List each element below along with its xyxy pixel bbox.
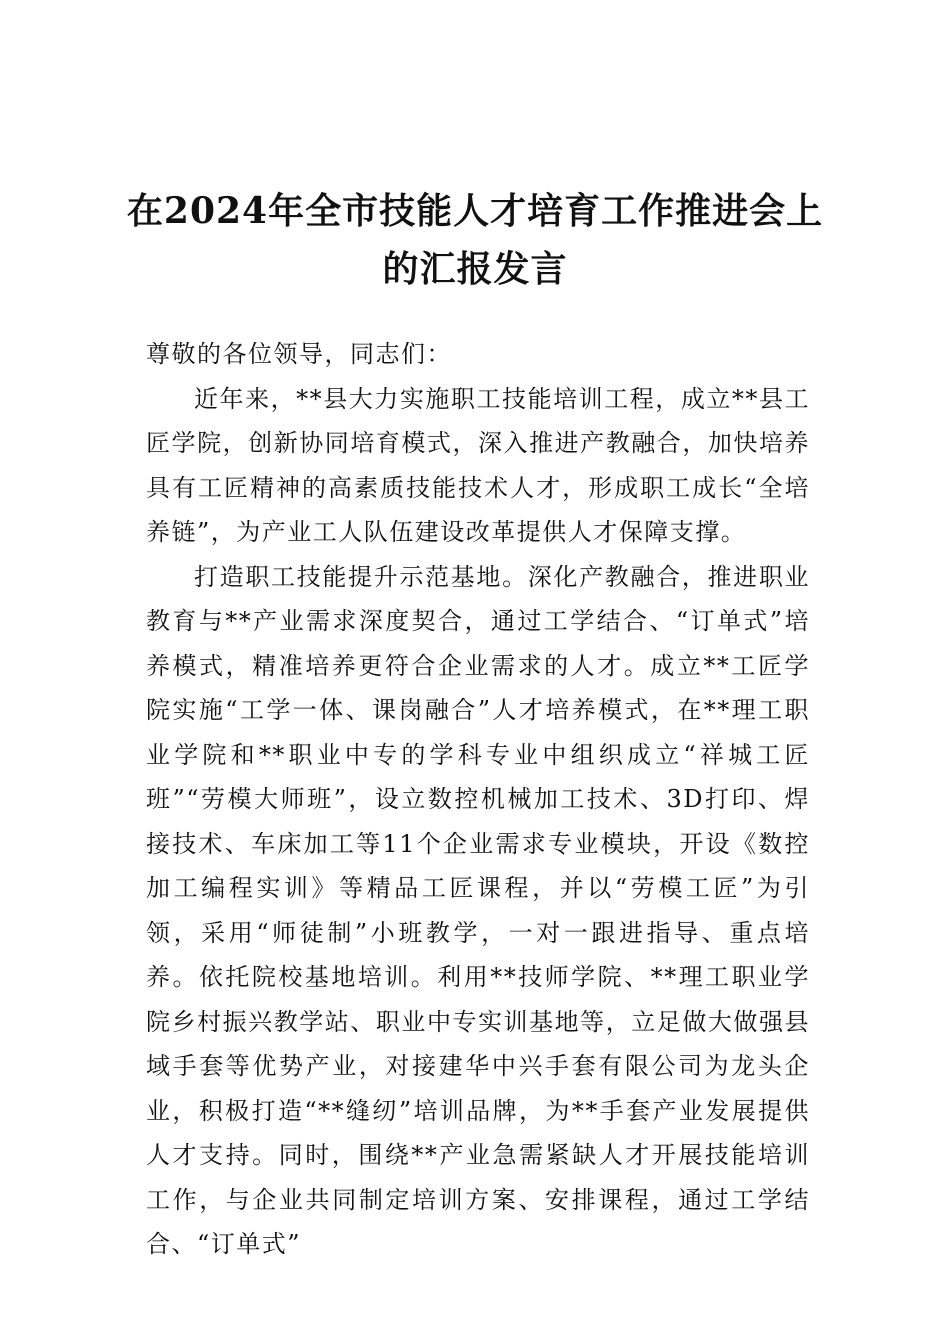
document-body (146, 332, 810, 1267)
paragraph-skills-base: 打造职工技能提升示范基地。深化产教融合，推进职业教育与**产业需求深度契合，通过工学结合、“订单式”培养模式，精准培养更符合企业需求的人才。成立**工匠学院实施“工学一体、课岗融合”人才培养模式，在**理工职业学院和**职业中专的学科专业中组织成立“祥城工匠班”“劳模大师班”，设立数控机械加工技术、3D打印、焊接技术、车床加工等11个企业需求专业模块，开设《数控加工编程实训》等精品工匠课程，并以“劳模工匠”为引领，采用“师徒制”小班教学，一对一跟进指导、重点培养。依托院校基地培训。利用**技师学院、**理工职业学院乡村振兴教学站、职业中专实训基地等，立足做大做强县域手套等优势产业，对接建华中兴手套有限公司为龙头企业，积极打造“**缝纫”培训品牌，为**手套产业发展提供人才支持。同时，围绕**产业急需紧缺人才开展技能培训工作，与企业共同制定培训方案、安排课程，通过工学结合、“订单式” (146, 562, 810, 1258)
salutation: 尊敬的各位领导，同志们： (146, 340, 452, 368)
document-title: 在2024年全市技能人才培育工作推进会上的汇报发言 (126, 190, 824, 291)
paragraph-intro: 近年来，**县大力实施职工技能培训工程，成立**县工匠学院，创新协同培育模式，深入推进产教融合，加快培养具有工匠精神的高素质技能技术人才，形成职工成长“全培养链”，为产业工人队伍建设改革提供人才保障支撑。 (146, 384, 810, 546)
